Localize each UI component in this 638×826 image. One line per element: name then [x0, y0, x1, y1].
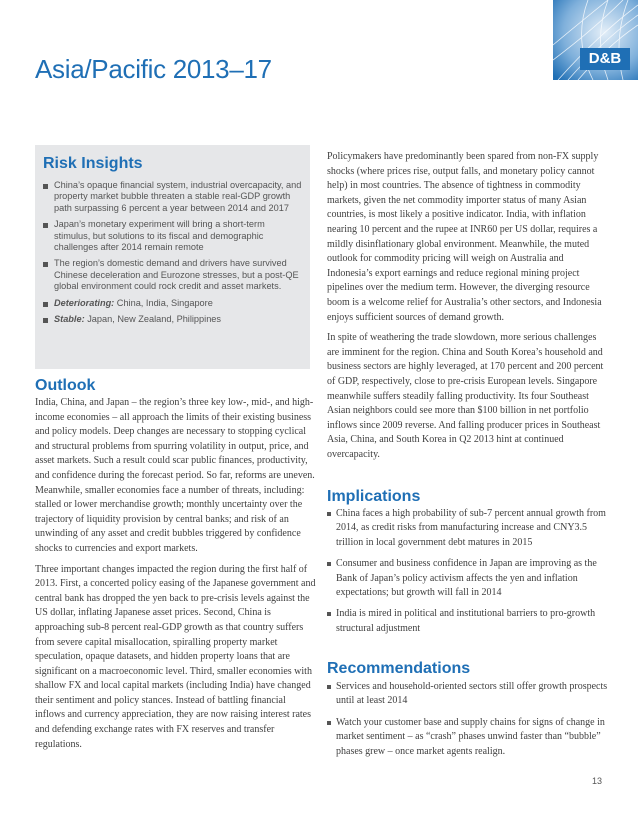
risk-item: China’s opaque financial system, industrial overcapacity, and property market bubble threaten a stable real-GDP growth path surpassing 6 percent a year between 2014 and 2017	[43, 180, 302, 214]
implications-heading: Implications	[327, 488, 421, 505]
paragraph: Policymakers have predominantly been spared from non-FX supply shocks (where prices rise, output falls, and monetary policy cannot help) in most countries. The absence of tightness in commodity markets, given the net commodity importer status of many Asian countries, is most likely a positive indicator. India, with inflation nearing 10 percent and the rupee at INR60 per US dollar, requires a mildly disinflationary global environment. Meanwhile, the muted outlook for commodity pricing will weigh on Australia and Indonesia’s export earnings and reduce regional mining project pipelines over the medium term. However, the diverging resource boom is a welcome relief for Australia’s other sectors, and Indonesia enjoys sufficient sources of demand growth.	[327, 151, 602, 323]
recommendations-heading: Recommendations	[327, 660, 471, 677]
page-number: 13	[591, 776, 602, 786]
dnb-logo	[553, 0, 638, 80]
risk-item: Japan’s monetary experiment will bring a short-term stimulus, but solutions to its fiscal and demographic challenges after 2014 remain remote	[43, 219, 302, 253]
list-item: China faces a high probability of sub-7 percent annual growth from 2014, as credit risks from manufacturing increase and CNY3.5 trillion in local government debt matures in 2015	[327, 507, 608, 550]
list-item: Watch your customer base and supply chains for signs of change in market sentiment – as “crash” phases unwind faster than “bubble” phases grew – once market agents realign.	[327, 716, 608, 759]
paragraph: Three important changes impacted the region during the first half of 2013. First, a concerted policy easing of the Japanese government and central bank has dropped the yen back to pre-crisis levels against the US dollar, inflating Japanese asset prices. Second, China is approaching sub-8 percent real-GDP growth as that country suffers from severe capital misallocation, spiralling property market speculation, opaque datasets, and hidden property loans that are significant on a macroeconomic level. Third, smaller economies with shallow FX and local capital markets (including India) have changed their sentiment and policy stances. Instead of battling financial inflows and currency appreciation, they are now raising interest rates and defending exchange rates with FX reserves and transfer regulations.	[35, 563, 316, 750]
risk-insights-list	[43, 180, 302, 325]
list-item: Services and household-oriented sectors still offer growth prospects until at least 2014	[327, 680, 608, 709]
paragraph: In spite of weathering the trade slowdown, more serious challenges are imminent for the region. China and South Korea’s household and business sectors are highly leveraged, at 170 percent and 200 percent of GDP, respectively, close to pre-crisis European levels. Singapore meanwhile suffers steadily falling productivity. Its four Southeast Asian neighbors could see more than $100 billion in net portfolio inflows since 2009 reverse. And falling producer prices in Southeast Asia, China, and South Korea in Q2 2013 hint at continued overcapacity.	[327, 332, 604, 460]
risk-insights-box	[35, 145, 310, 369]
logo-text: D&B	[580, 48, 630, 70]
deteriorating-label: Deteriorating:	[54, 297, 115, 308]
outlook-heading: Outlook	[35, 377, 96, 394]
risk-insights-title: Risk Insights	[43, 155, 143, 172]
paragraph: India, China, and Japan – the region’s three key low-, mid-, and high-income economies – all approach the limits of their existing business and policy models. Deep changes are necessary to stopping cyclical and structural problems from spurring volatility in output, price, and asset markets. Such a result could scar public finances, productivity, and confidence during the forecast period. So far, reforms are uneven. Meanwhile, smaller economies face a number of threats, including: stalled or lower merchandise growth; monthly uncertainty over the trajectory of liquidity provision by central banks; and risk of an unwinding of any asset and credit bubbles triggered by confidence shocks to currencies and export markets.	[35, 397, 315, 554]
page-title: Asia/Pacific 2013–17	[35, 54, 272, 84]
risk-item: The region’s domestic demand and drivers have survived Chinese deceleration and Eurozone stresses, but a post-QE global environment could rock credit and asset markets.	[43, 258, 302, 292]
stable-label: Stable:	[54, 314, 85, 325]
risk-item-stable	[43, 314, 302, 325]
stable-value: Japan, New Zealand, Philippines	[84, 314, 222, 325]
list-item: India is mired in political and institutional barriers to pro-growth structural adjustment	[327, 607, 608, 636]
implications-list	[327, 507, 608, 643]
outlook-text	[35, 396, 318, 758]
recommendations-list	[327, 680, 608, 766]
deteriorating-value: China, India, Singapore	[114, 297, 213, 308]
list-item: Consumer and business confidence in Japan are improving as the Bank of Japan’s policy activism affects the yen and inflation expectations; but growth will fall in 2014	[327, 557, 608, 600]
risk-item-deteriorating	[43, 298, 302, 309]
right-column-text	[327, 150, 608, 468]
